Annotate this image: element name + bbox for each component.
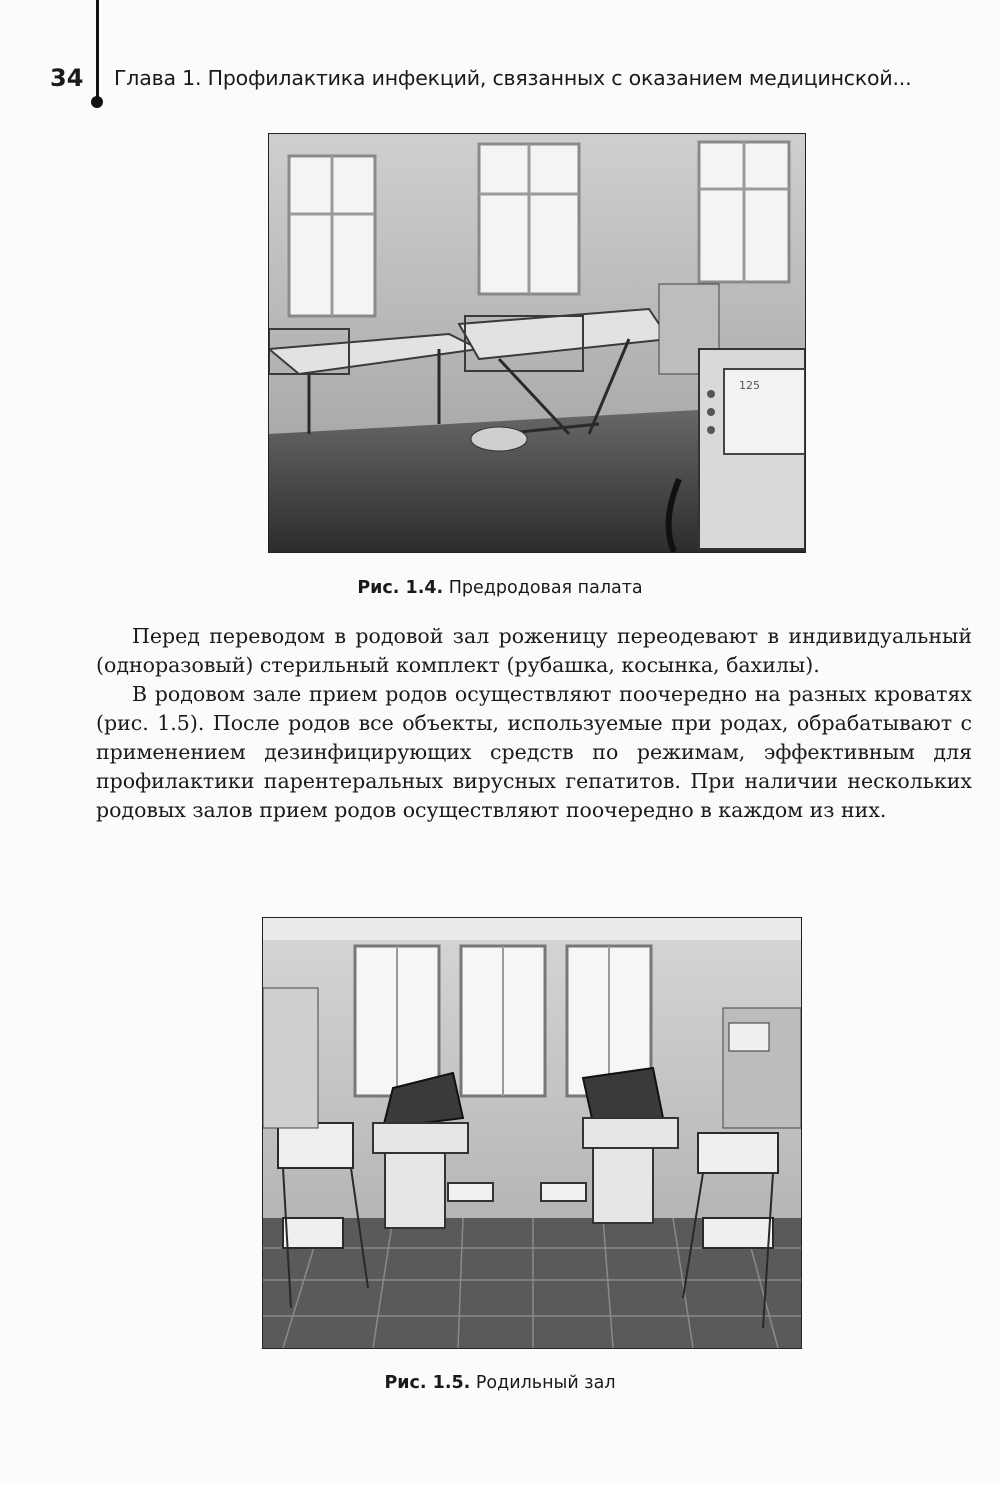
figure-label: Рис. 1.4. [357,578,444,598]
header-rule [96,0,99,100]
header-rule-dot [91,96,103,108]
page-number: 34 [50,64,84,92]
figure-1-4-caption [0,578,1000,598]
figure-label: Рис. 1.5. [384,1373,471,1393]
paragraph: В родовом зале прием родов осуществляют поочередно на разных кроватях (рис. 1.5). После родов все объекты, используемые при родах, обрабатывают с применением дезинфицирующих средств по режимам, эффективным для профилактики парентеральных вирусных гепатитов. При наличии нескольких родовых залов прием родов осуществляют поочередно в каждом из них. [96,682,972,822]
figure-1-5-caption [0,1373,1000,1393]
figure-caption-text: Предродовая палата [443,578,643,598]
figure-caption-text: Родильный зал [470,1373,616,1393]
paragraph: Перед переводом в родовой зал роженицу переодевают в индивидуальный (одноразовый) стерильный комплект (рубашка, косынка, бахилы). [96,624,972,677]
figure-1-4-photo [268,133,806,553]
figure-1-5-photo [262,917,802,1349]
monitor-reading: 125 [739,379,760,392]
body-text [96,622,972,825]
running-title: Глава 1. Профилактика инфекций, связанных с оказанием медицинской... [114,66,912,90]
